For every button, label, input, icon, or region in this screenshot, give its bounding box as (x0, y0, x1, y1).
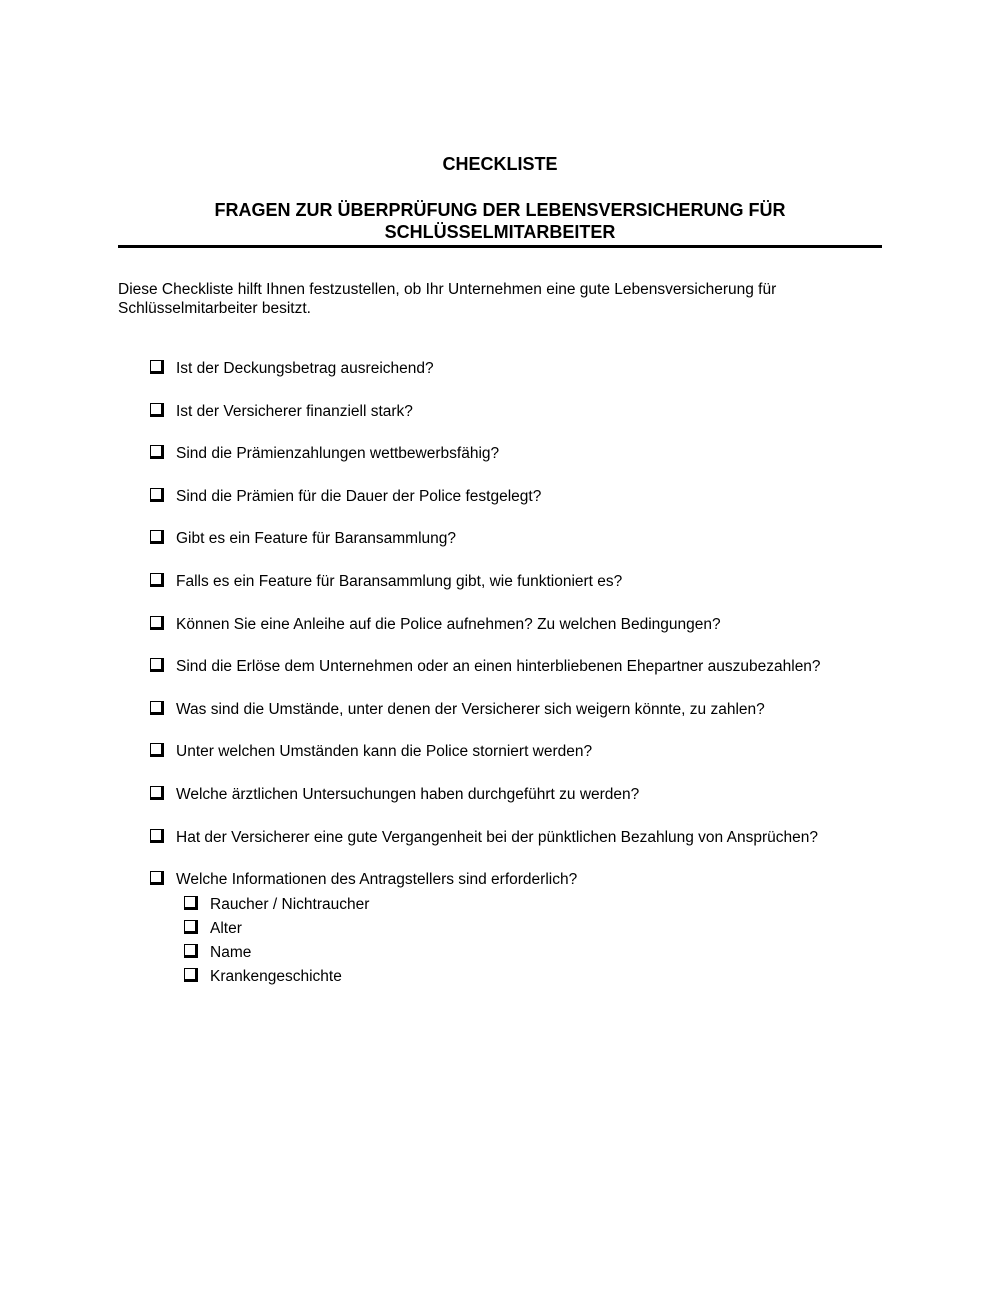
title-divider (118, 245, 882, 248)
checklist-subitem (184, 942, 369, 966)
checklist-item-label: Sind die Prämienzahlungen wettbewerbsfähig? (176, 445, 500, 463)
subtitle-line-1: FRAGEN ZUR ÜBERPRÜFUNG DER LEBENSVERSICHERUNG FÜR (214, 200, 786, 220)
checklist-subitem-label: Krankengeschichte (210, 968, 342, 985)
checklist-subitem-label: Alter (210, 920, 242, 937)
checkbox-icon[interactable] (150, 871, 164, 885)
checkbox-icon[interactable] (150, 573, 164, 587)
checklist-subitem (184, 894, 369, 918)
checklist-subitem-label: Raucher / Nichtraucher (210, 896, 370, 913)
checklist-item-label: Unter welchen Umständen kann die Police storniert werden? (176, 743, 593, 761)
subtitle-line-2: SCHLÜSSELMITARBEITER (384, 222, 616, 242)
checkbox-icon[interactable] (150, 743, 164, 757)
checkbox-icon[interactable] (184, 920, 198, 934)
checklist-item-label: Welche Informationen des Antragstellers sind erforderlich? (176, 871, 578, 889)
checklist (150, 358, 821, 891)
checklist-item (150, 699, 821, 742)
checkbox-icon[interactable] (150, 360, 164, 374)
checklist-item (150, 784, 821, 827)
checklist-subitem-label: Name (210, 944, 252, 961)
intro-line-1: Diese Checkliste hilft Ihnen festzustellen, ob Ihr Unternehmen eine gute Lebensversicherung für (118, 281, 777, 298)
intro-paragraph (118, 280, 858, 318)
checklist-item (150, 869, 821, 891)
checklist-item (150, 571, 821, 614)
checklist-item-label: Welche ärztlichen Untersuchungen haben durchgeführt zu werden? (176, 785, 640, 803)
checklist-item (150, 741, 821, 784)
checklist-item (150, 443, 821, 486)
checklist-item (150, 401, 821, 444)
checklist-item (150, 528, 821, 571)
checklist-item-label: Gibt es ein Feature für Baransammlung? (176, 530, 456, 548)
checkbox-icon[interactable] (150, 829, 164, 843)
checklist-subitem (184, 966, 369, 990)
checklist-item-label: Sind die Prämien für die Dauer der Police festgelegt? (176, 487, 542, 505)
checklist-item-label: Sind die Erlöse dem Unternehmen oder an einen hinterbliebenen Ehepartner auszubezahlen? (176, 658, 821, 676)
checkbox-icon[interactable] (184, 968, 198, 982)
checkbox-icon[interactable] (150, 445, 164, 459)
checkbox-icon[interactable] (150, 488, 164, 502)
checklist-item-label: Können Sie eine Anleihe auf die Police aufnehmen? Zu welchen Bedingungen? (176, 615, 721, 633)
checklist-item (150, 358, 821, 401)
checklist-subitem (184, 918, 369, 942)
checklist-item (150, 614, 821, 657)
checkbox-icon[interactable] (150, 403, 164, 417)
checkbox-icon[interactable] (184, 896, 198, 910)
checkbox-icon[interactable] (150, 658, 164, 672)
checkbox-icon[interactable] (150, 530, 164, 544)
checklist-item (150, 486, 821, 529)
checkbox-icon[interactable] (150, 701, 164, 715)
document-title: CHECKLISTE (442, 154, 558, 174)
checkbox-icon[interactable] (150, 616, 164, 630)
checklist-item-label: Falls es ein Feature für Baransammlung gibt, wie funktioniert es? (176, 572, 623, 590)
checklist-item-label: Ist der Deckungsbetrag ausreichend? (176, 360, 434, 377)
checklist-item (150, 827, 821, 870)
checklist-item (150, 656, 821, 699)
checklist-item-label: Was sind die Umstände, unter denen der Versicherer sich weigern könnte, zu zahlen? (176, 700, 765, 718)
checkbox-icon[interactable] (150, 786, 164, 800)
checkbox-icon[interactable] (184, 944, 198, 958)
checklist-item-label: Hat der Versicherer eine gute Vergangenheit bei der pünktlichen Bezahlung von Ansprüchen? (176, 828, 818, 846)
applicant-info-sublist (184, 894, 369, 990)
checklist-item-label: Ist der Versicherer finanziell stark? (176, 402, 413, 420)
intro-line-2: Schlüsselmitarbeiter besitzt. (118, 300, 311, 317)
document-subtitle (118, 199, 882, 243)
